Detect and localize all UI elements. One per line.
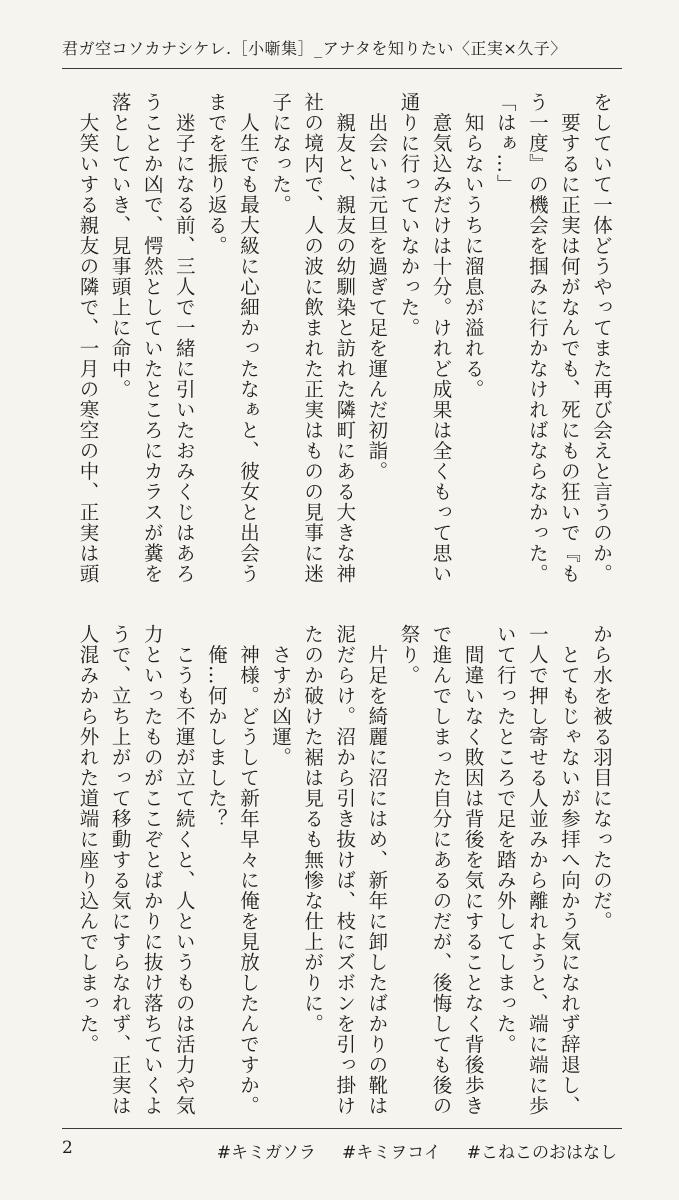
text-line: 意気込みだけは十分。けれど成果は全くもって思い bbox=[429, 92, 453, 584]
text-line: 迷子になる前、三人で一緒に引いたおみくじはあろ bbox=[172, 92, 196, 584]
text-line: 落としていき、見事頭上に命中。 bbox=[108, 92, 132, 400]
text-line: 祭り。 bbox=[397, 624, 421, 686]
hashtag-list bbox=[217, 1138, 617, 1163]
text-line: までを振り返る。 bbox=[204, 92, 228, 256]
text-line: で進んでしまった自分にあるのだが、後悔しても後の bbox=[429, 624, 453, 1116]
text-line: 力といったものがここぞとばかりに抜け落ちていくよ bbox=[140, 624, 164, 1116]
text-line: 要するに正実は何がなんでも、死にもの狂いで『も bbox=[557, 92, 581, 584]
text-line: 通りに行っていなかった。 bbox=[397, 92, 421, 338]
page-number: 2 bbox=[62, 1138, 73, 1158]
text-line: こうも不運が立て続くと、人というものは活力や気 bbox=[172, 624, 196, 1116]
header-divider bbox=[62, 68, 622, 69]
text-line: うで、立ち上がって移動する気にすらなれず、正実は bbox=[108, 624, 132, 1116]
text-line: 「はぁ…」 bbox=[493, 92, 517, 195]
text-line: 人生でも最大級に心細かったなぁと、彼女と出会う bbox=[236, 92, 260, 584]
text-block-bottom bbox=[71, 624, 617, 1116]
text-line: 俺…何かしました？ bbox=[204, 624, 228, 829]
header-title: 君ガ空コソカナシケレ.［小噺集］_アナタを知りたい〈正実×久子〉 bbox=[62, 39, 567, 58]
text-line: さすが凶運。 bbox=[269, 624, 293, 768]
text-line: 間違いなく敗因は背後を気にすることなく背後歩き bbox=[461, 624, 485, 1116]
text-line: をしていて一体どうやってまた再び会えと言うのか。 bbox=[590, 92, 613, 584]
text-line: 社の境内で、人の波に飲まれた正実はものの見事に迷 bbox=[301, 92, 325, 584]
text-line: とてもじゃないが参拝へ向かう気になれず辞退し、 bbox=[557, 624, 581, 1116]
hashtag-link[interactable]: #キミヲコイ bbox=[342, 1143, 441, 1163]
text-line: 神様。どうして新年早々に俺を見放したんですか。 bbox=[236, 624, 260, 1116]
text-line: たのか破けた裾は見るも無惨な仕上がりに。 bbox=[301, 624, 325, 1034]
text-line: う一度』の機会を掴みに行かなければならなかった。 bbox=[525, 92, 549, 584]
text-line: 親友と、親友の幼馴染と訪れた隣町にある大きな神 bbox=[333, 92, 357, 584]
hashtag-link[interactable]: #こねこのおはなし bbox=[466, 1143, 617, 1163]
footer-divider bbox=[62, 1128, 622, 1129]
text-line: 一人で押し寄せる人並みから離れようと、端に端に歩 bbox=[525, 624, 549, 1116]
text-line: 大笑いする親友の隣で、一月の寒空の中、正実は頭 bbox=[76, 92, 100, 584]
text-line: うことか凶で、愕然としていたところにカラスが糞を bbox=[140, 92, 164, 584]
text-line: から水を被る羽目になったのだ。 bbox=[590, 624, 613, 932]
text-line: 人混みから外れた道端に座り込んでしまった。 bbox=[76, 624, 100, 1055]
hashtag-link[interactable]: #キミガソラ bbox=[216, 1143, 317, 1163]
text-line: 子になった。 bbox=[269, 92, 293, 215]
text-line: いて行ったところで足を踏み外してしまった。 bbox=[493, 624, 517, 1055]
text-line: 泥だらけ。沼から引き抜けば、枝にズボンを引っ掛け bbox=[333, 624, 357, 1116]
text-line: 出会いは元旦を過ぎて足を運んだ初詣。 bbox=[365, 92, 389, 482]
text-line: 片足を綺麗に沼にはめ、新年に卸したばかりの靴は bbox=[365, 624, 389, 1116]
text-block-top bbox=[71, 92, 617, 582]
text-line: 知らないうちに溜息が溢れる。 bbox=[461, 92, 485, 400]
